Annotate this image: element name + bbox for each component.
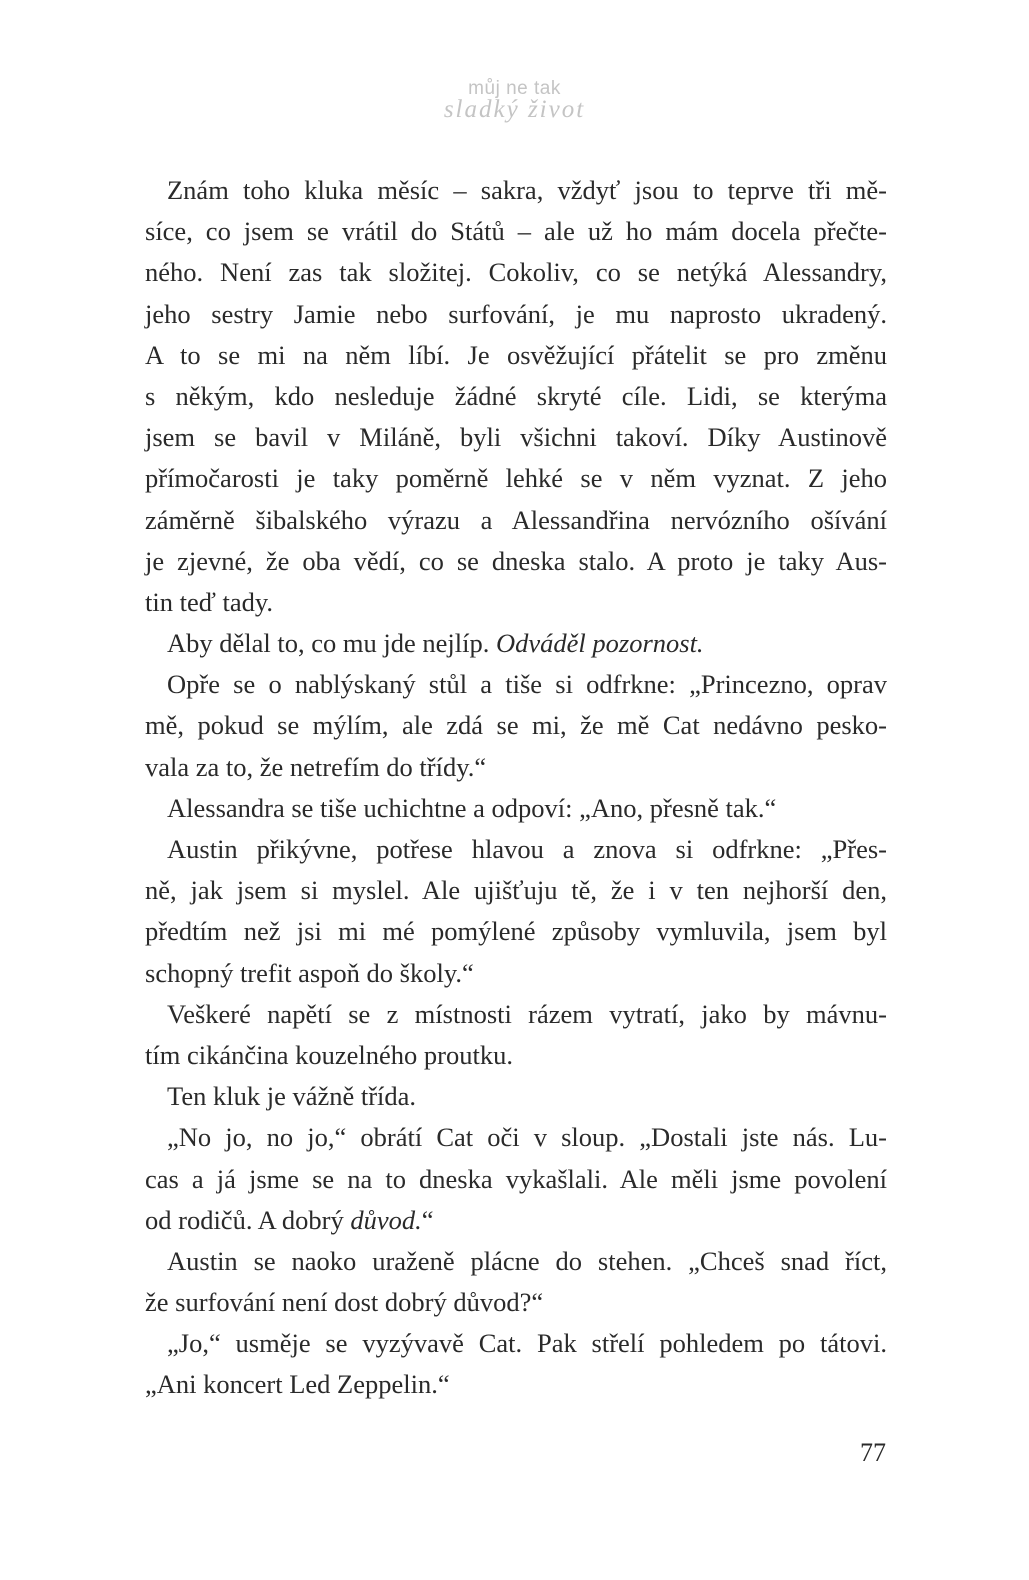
line-text: síce, co jsem se vrátil do Států – ale už ho mám docela přečte- bbox=[145, 216, 887, 247]
line-text: mě, pokud se mýlím, ale zdá se mi, že mě Cat nedávno pesko- bbox=[145, 710, 887, 741]
text-line bbox=[145, 211, 887, 252]
running-header bbox=[0, 78, 1029, 124]
header-title-line1: můj ne tak bbox=[468, 78, 561, 99]
text-line bbox=[145, 294, 887, 335]
paragraph bbox=[145, 829, 887, 994]
text-line bbox=[145, 870, 887, 911]
line-text: „Jo,“ usměje se vyzývavě Cat. Pak střelí pohledem po tátovi. bbox=[167, 1328, 887, 1359]
line-text: je zjevné, že oba vědí, co se dneska stalo. A proto je taky Aus- bbox=[145, 545, 887, 576]
paragraph bbox=[145, 170, 887, 623]
text-line bbox=[145, 1282, 887, 1323]
line-text: že surfování není dost dobrý důvod?“ bbox=[145, 1287, 544, 1318]
text-line bbox=[145, 705, 887, 746]
line-text: Austin se naoko uraženě plácne do stehen. „Chceš snad říct, bbox=[167, 1245, 887, 1276]
text-line bbox=[145, 953, 887, 994]
line-text: „No jo, no jo,“ obrátí Cat oči v sloup. „Dostali jste nás. Lu- bbox=[167, 1122, 887, 1153]
text-line bbox=[145, 170, 887, 211]
text-line bbox=[145, 623, 887, 664]
header-title-line2: sladký život bbox=[443, 96, 586, 123]
line-text: předtím než jsi mi mé pomýlené způsoby vymluvila, jsem byl bbox=[145, 916, 887, 947]
line-text: tin teď tady. bbox=[145, 586, 274, 617]
line-text: Ten kluk je vážně třída. bbox=[167, 1081, 417, 1112]
text-line bbox=[145, 1117, 887, 1158]
body-text bbox=[145, 170, 887, 1406]
line-text: vala za to, že netrefím do třídy.“ bbox=[145, 751, 487, 782]
text-line bbox=[145, 664, 887, 705]
italic-text: důvod. bbox=[350, 1204, 422, 1235]
paragraph bbox=[145, 1076, 887, 1117]
paragraph bbox=[145, 1241, 887, 1323]
line-text: od rodičů. A dobrý bbox=[145, 1204, 351, 1235]
line-text: tím cikánčina kouzelného proutku. bbox=[145, 1039, 513, 1070]
line-text: cas a já jsme se na to dneska vykašlali. Ale měli jsme povolení bbox=[145, 1163, 887, 1194]
text-line bbox=[145, 335, 887, 376]
line-text: záměrně šibalského výrazu a Alessandřina nervózního ošívání bbox=[145, 504, 887, 535]
text-line bbox=[145, 582, 887, 623]
line-text: s někým, kdo nesleduje žádné skryté cíle. Lidi, se kterýma bbox=[145, 380, 887, 411]
paragraph bbox=[145, 994, 887, 1076]
italic-text: Odváděl pozornost. bbox=[495, 628, 704, 659]
text-line bbox=[145, 252, 887, 293]
line-text: Opře se o nablýskaný stůl a tiše si odfrkne: „Princezno, oprav bbox=[167, 669, 887, 700]
page-number: 77 bbox=[860, 1438, 886, 1467]
text-line bbox=[145, 747, 887, 788]
line-text: Austin přikývne, potřese hlavou a znova si odfrkne: „Přes- bbox=[167, 834, 887, 864]
line-text: Alessandra se tiše uchichtne a odpoví: „Ano, přesně tak.“ bbox=[167, 792, 777, 823]
text-line bbox=[145, 458, 887, 499]
text-line bbox=[145, 541, 887, 582]
text-line bbox=[145, 1035, 887, 1076]
line-text: A to se mi na něm líbí. Je osvěžující přátelit se pro změnu bbox=[145, 339, 887, 370]
line-text: “ bbox=[421, 1204, 434, 1235]
text-line bbox=[145, 417, 887, 458]
line-text: přímočarosti je taky poměrně lehké se v něm vyznat. Z jeho bbox=[145, 463, 887, 494]
text-line bbox=[145, 829, 887, 870]
text-line bbox=[145, 1200, 887, 1241]
line-text: Veškeré napětí se z místnosti rázem vytratí, jako by mávnu- bbox=[167, 998, 887, 1029]
text-line bbox=[145, 994, 887, 1035]
text-line bbox=[145, 1159, 887, 1200]
paragraph bbox=[145, 623, 887, 664]
line-text: ného. Není zas tak složitej. Cokoliv, co se netýká Alessandry, bbox=[145, 257, 887, 288]
paragraph bbox=[145, 788, 887, 829]
text-line bbox=[145, 500, 887, 541]
text-line bbox=[145, 376, 887, 417]
text-line bbox=[145, 1076, 887, 1117]
line-text: ně, jak jsem si myslel. Ale ujišťuju tě, že i v ten nejhorší den, bbox=[145, 875, 887, 906]
line-text: jeho sestry Jamie nebo surfování, je mu naprosto ukradený. bbox=[145, 298, 887, 329]
paragraph bbox=[145, 1323, 887, 1405]
line-text: schopný trefit aspoň do školy.“ bbox=[145, 957, 474, 988]
text-line bbox=[145, 911, 887, 952]
text-line bbox=[145, 1241, 887, 1282]
line-text: „Ani koncert Led Zeppelin.“ bbox=[145, 1369, 450, 1400]
line-text: Znám toho kluka měsíc – sakra, vždyť jsou to teprve tři mě- bbox=[167, 175, 887, 205]
text-line bbox=[145, 788, 887, 829]
paragraph bbox=[145, 664, 887, 788]
paragraph bbox=[145, 1117, 887, 1241]
text-line bbox=[145, 1323, 887, 1364]
text-line bbox=[145, 1364, 887, 1405]
line-text: jsem se bavil v Miláně, byli všichni takoví. Díky Austinově bbox=[145, 422, 887, 453]
line-text: Aby dělal to, co mu jde nejlíp. bbox=[167, 628, 496, 659]
